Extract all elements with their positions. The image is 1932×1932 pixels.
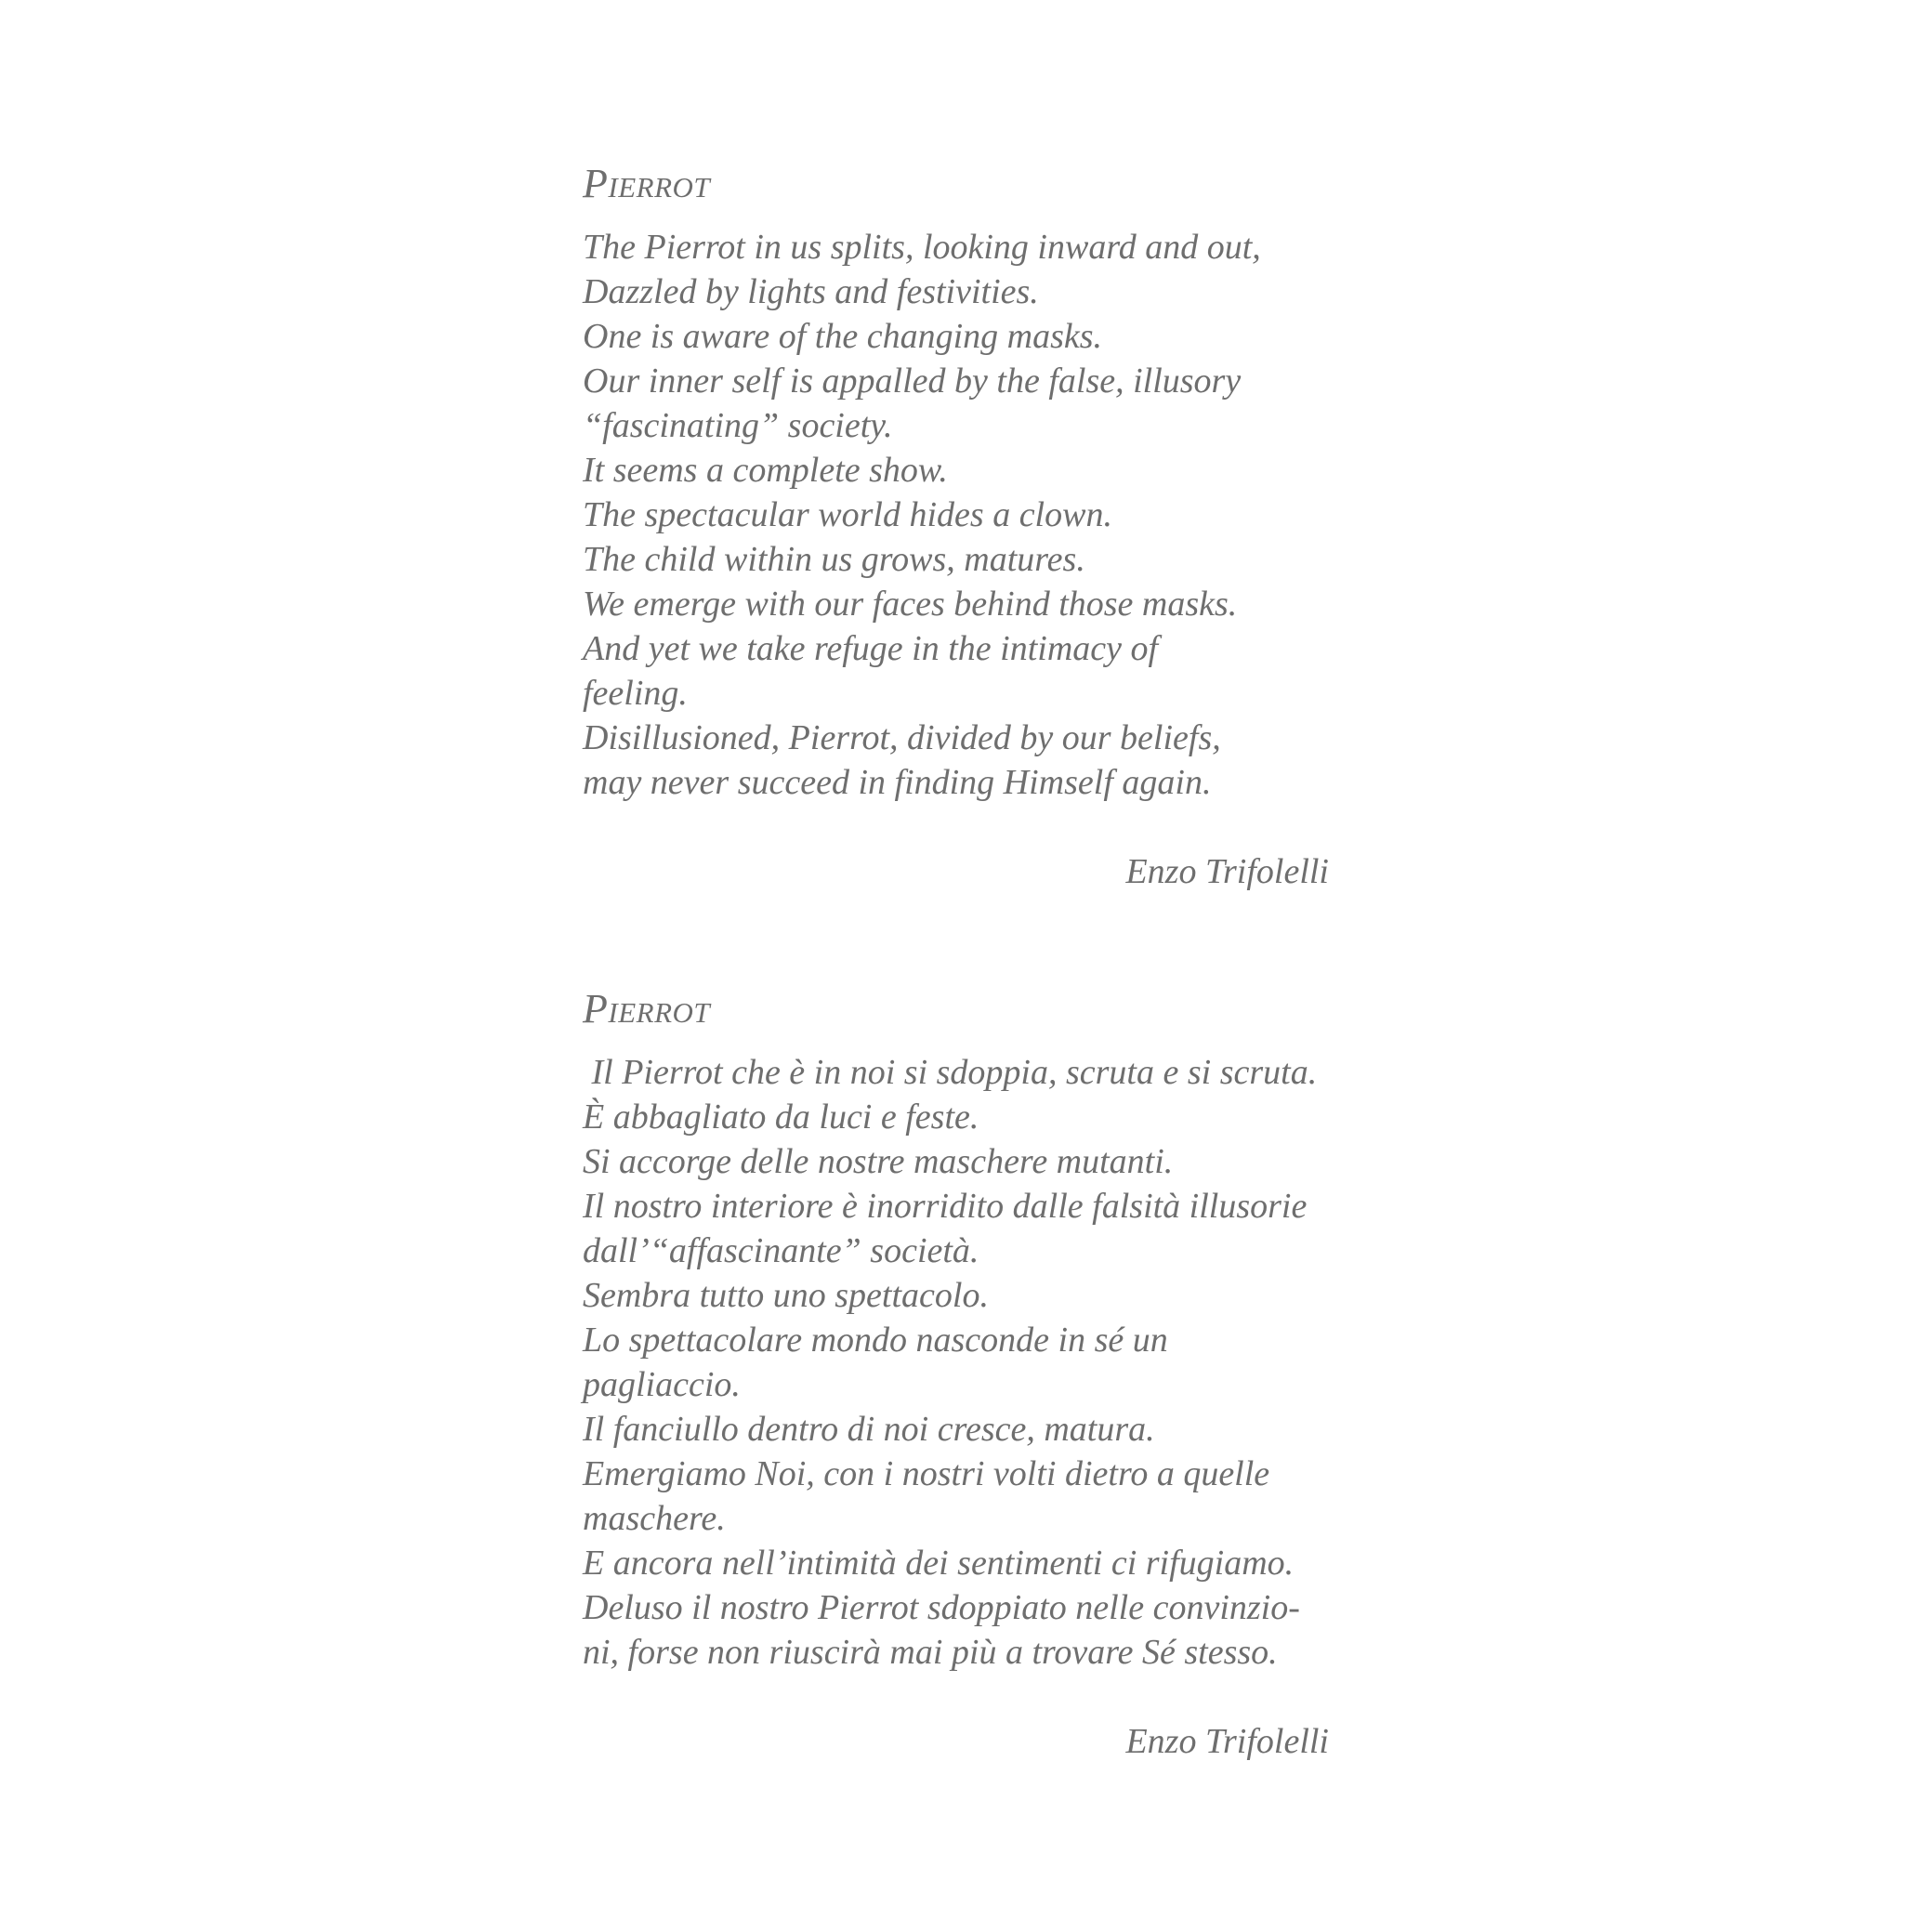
poem-line: One is aware of the changing masks. (583, 317, 1103, 356)
poem-body (583, 225, 1419, 805)
poem-line: It seems a complete show. (583, 451, 948, 490)
poem-line: maschere. (583, 1499, 726, 1538)
poem-title: Pierrot (583, 986, 711, 1032)
poem-line: E ancora nell’intimità dei sentimenti ci rifugiamo. (583, 1544, 1295, 1583)
poem-line: Si accorge delle nostre maschere mutanti. (583, 1142, 1174, 1181)
poem-line: Sembra tutto uno spettacolo. (583, 1276, 989, 1315)
poem-line: Il Pierrot che è in noi si sdoppia, scruta e si scruta. (583, 1053, 1318, 1092)
poem-title: Pierrot (583, 161, 711, 206)
poem-body (583, 1050, 1419, 1675)
poem-line: Il nostro interiore è inorridito dalle falsità illusorie (583, 1187, 1308, 1226)
poem-line: Disillusioned, Pierrot, divided by our beliefs, (583, 718, 1221, 757)
poem-line: Dazzled by lights and festivities. (583, 272, 1039, 311)
poem-line: We emerge with our faces behind those masks. (583, 585, 1238, 624)
poem-line: dall’“affascinante” società. (583, 1231, 979, 1270)
poem-line: Lo spettacolare mondo nasconde in sé un (583, 1321, 1168, 1360)
poem-line: Deluso il nostro Pierrot sdoppiato nelle convinzio- (583, 1588, 1300, 1627)
poem-line: pagliaccio. (583, 1365, 741, 1404)
poem-line: “fascinating” society. (583, 406, 893, 445)
poem-italian (583, 983, 1419, 1764)
poem-line: feeling. (583, 674, 688, 713)
poem-author: Enzo Trifolelli (1125, 852, 1329, 891)
poem-line: È abbagliato da luci e feste. (583, 1097, 979, 1137)
poem-english (583, 158, 1419, 894)
poem-line: And yet we take refuge in the intimacy of (583, 629, 1159, 668)
poem-line: The Pierrot in us splits, looking inward and out, (583, 228, 1261, 267)
poem-line: Our inner self is appalled by the false, illusory (583, 361, 1242, 401)
poem-line: Emergiamo Noi, con i nostri volti dietro a quelle (583, 1454, 1270, 1493)
poem-line: may never succeed in finding Himself again. (583, 763, 1212, 802)
poem-line: The child within us grows, matures. (583, 540, 1085, 579)
poem-line: Il fanciullo dentro di noi cresce, matura. (583, 1410, 1155, 1449)
poem-author: Enzo Trifolelli (1125, 1722, 1329, 1761)
poem-line: ni, forse non riuscirà mai più a trovare Sé stesso. (583, 1633, 1278, 1672)
poem-line: The spectacular world hides a clown. (583, 495, 1112, 534)
